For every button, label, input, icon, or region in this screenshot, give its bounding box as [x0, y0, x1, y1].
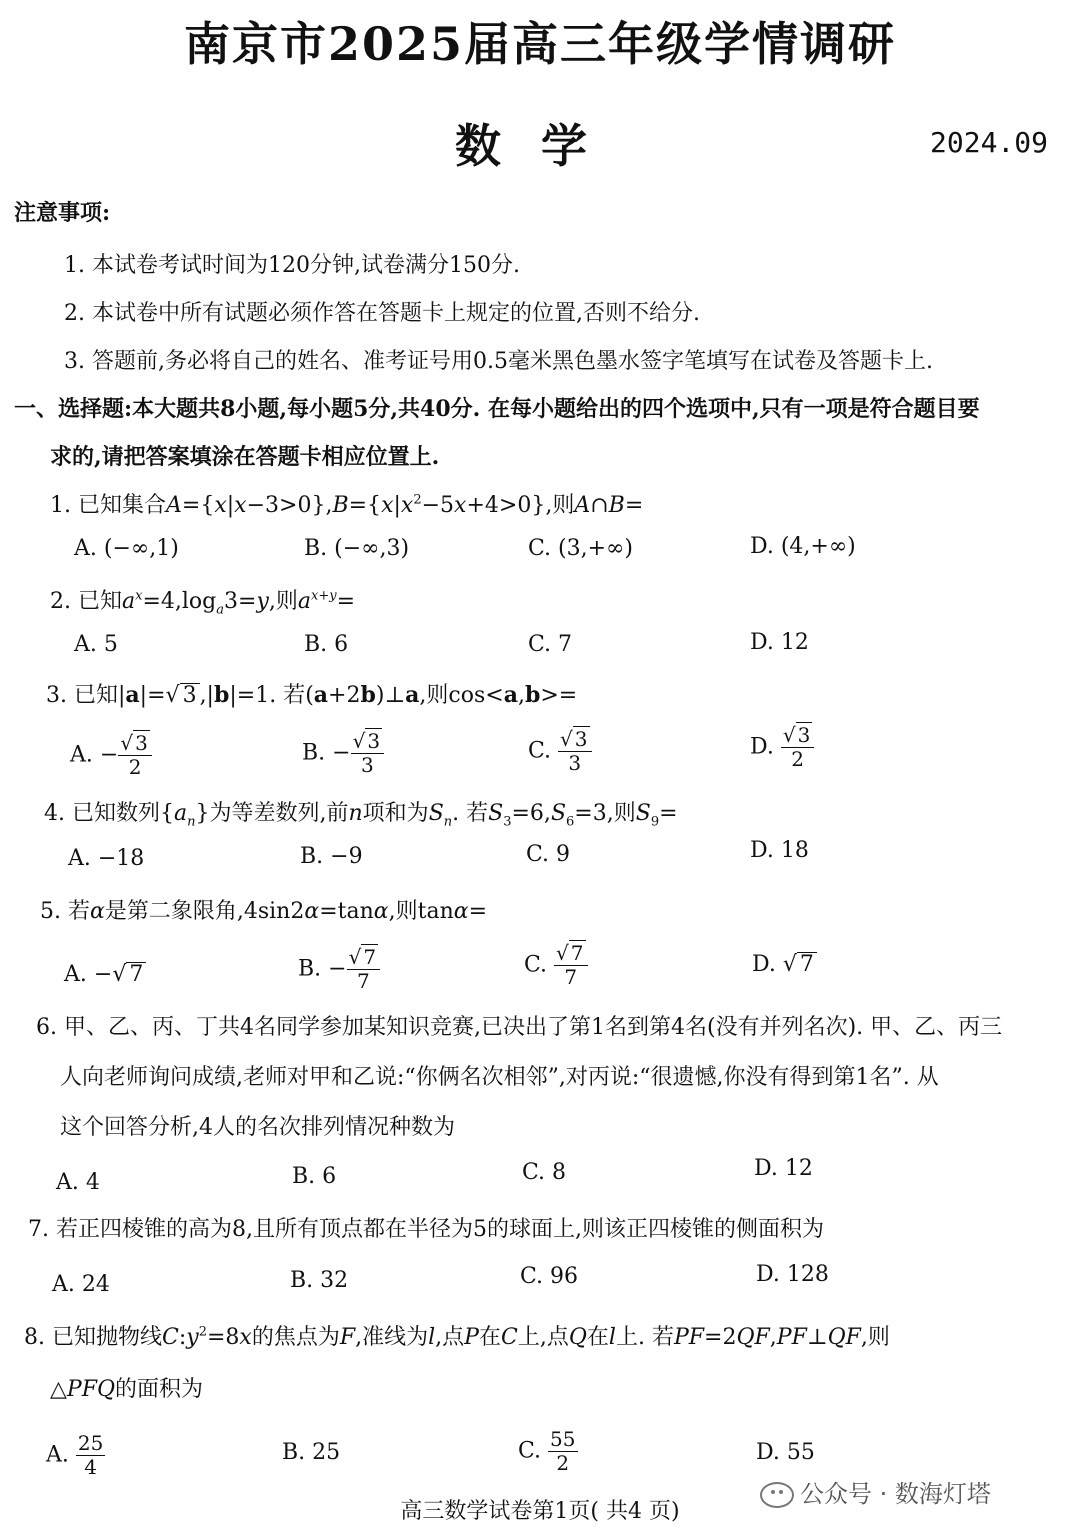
q4-option-a: A. −18 — [68, 846, 145, 871]
q5-option-c: C. $\frac{√ 7}{7}$ — [524, 942, 588, 989]
q5-option-d: D. √ 7 — [752, 952, 817, 978]
question-2-stem: 2. 已知$a^x=4,\log_a3=y$,则$a^{x+y}=$ — [50, 588, 356, 618]
question-4-stem: 4. 已知数列$\{a_n\}$为等差数列,前n项和为$S_n$. 若$S_3=6,S_6=3$,则$S_9=$ — [44, 801, 678, 830]
q2-option-b: B. 6 — [304, 632, 349, 657]
question-7-stem: 7. 若正四棱锥的高为8,且所有顶点都在半径为5的球面上,则该正四棱锥的侧面积为 — [28, 1217, 824, 1242]
q6-option-c: C. 8 — [522, 1160, 567, 1185]
exam-date: 2024.09 — [930, 126, 1049, 159]
q7-option-b: B. 32 — [290, 1268, 349, 1293]
q8-option-a: A. $\frac{25}{4}$ — [46, 1431, 104, 1479]
q3-option-d: D. $\frac{√ 3}{2}$ — [750, 724, 814, 771]
q3-option-a: A. − $\frac{√ 3}{2}$ — [70, 732, 152, 779]
q6-option-a: A. 4 — [56, 1170, 100, 1195]
q5-option-b: B. − $\frac{√ 7}{7}$ — [298, 946, 380, 993]
q1-option-a: A. (−∞,1) — [74, 536, 179, 561]
question-3-stem: 3. 已知|a|=√ 3 ,|b|=1. 若(a+2b)⊥a,则cos<a,b>= — [46, 682, 578, 709]
q8-option-d: D. 55 — [756, 1440, 815, 1465]
q4-option-d: D. 18 — [750, 838, 809, 863]
notice-item-2: 2. 本试卷中所有试题必须作答在答题卡上规定的位置,否则不给分. — [64, 301, 700, 326]
subject-title: 数学 — [455, 119, 627, 173]
q4-option-c: C. 9 — [526, 842, 571, 867]
q1-option-c: C. (3,+∞) — [528, 536, 633, 561]
q8-option-b: B. 25 — [282, 1440, 341, 1465]
q1-option-b: B. (−∞,3) — [304, 536, 410, 561]
q2-option-c: C. 7 — [528, 632, 573, 657]
q6-option-b: B. 6 — [292, 1164, 337, 1189]
notice-item-3: 3. 答题前,务必将自己的姓名、准考证号用0.5毫米黑色墨水签字笔填写在试卷及答题卡上. — [64, 349, 933, 374]
page-footer: 高三数学试卷第1页( 共4 页) — [400, 1499, 680, 1524]
notice-item-1: 1. 本试卷考试时间为120分钟,试卷满分150分. — [64, 253, 520, 278]
question-6-line1: 6. 甲、乙、丙、丁共4名同学参加某知识竞赛,已决出了第1名到第4名(没有并列名次). 甲、乙、丙三 — [36, 1015, 1003, 1040]
q2-option-d: D. 12 — [750, 630, 809, 655]
notice-heading: 注意事项: — [14, 200, 111, 226]
q7-option-a: A. 24 — [52, 1272, 110, 1297]
q4-option-b: B. −9 — [300, 844, 363, 869]
q7-option-c: C. 96 — [520, 1264, 579, 1289]
exam-title: 南京市2025届高三年级学情调研 — [183, 17, 897, 71]
q3-option-b: B. − $\frac{√ 3}{3}$ — [302, 730, 384, 777]
watermark: 公众号 · 数海灯塔 — [760, 1474, 991, 1509]
question-6-line3: 这个回答分析,4人的名次排列情况种数为 — [60, 1115, 455, 1140]
q6-option-d: D. 12 — [754, 1156, 813, 1181]
q2-option-a: A. 5 — [74, 632, 118, 657]
question-1-stem: 1. 已知集合$A=\{x|x-3>0\},B=\{x|x^2-5x+4>0\}$,则A∩B= — [50, 492, 644, 518]
q7-option-d: D. 128 — [756, 1262, 829, 1287]
section-heading-line2: 求的,请把答案填涂在答题卡相应位置上. — [50, 444, 440, 470]
q8-option-c: C. $\frac{55}{2}$ — [518, 1427, 576, 1475]
q1-option-d: D. (4,+∞) — [750, 534, 856, 559]
q3-option-c: C. $\frac{√ 3}{3}$ — [528, 728, 592, 775]
question-5-stem: 5. 若α是第二象限角,4sin2α=tanα,则tanα= — [40, 899, 488, 924]
question-8-line1: 8. 已知抛物线$C:y^2=8x$的焦点为F,准线为l,点P在C上,点Q在l上. 若PF=2QF,PF⊥QF,则 — [24, 1324, 890, 1350]
question-8-line2: △PFQ的面积为 — [50, 1377, 204, 1402]
q5-option-a: A. −√ 7 — [64, 962, 146, 988]
question-6-line2: 人向老师询问成绩,老师对甲和乙说:“你俩名次相邻”,对丙说:“很遗憾,你没有得到第1名”. 从 — [60, 1065, 939, 1090]
wechat-icon — [760, 1482, 794, 1508]
section-heading-line1: 一、选择题:本大题共8小题,每小题5分,共40分. 在每小题给出的四个选项中,只有一项是符合题目要 — [14, 396, 980, 422]
